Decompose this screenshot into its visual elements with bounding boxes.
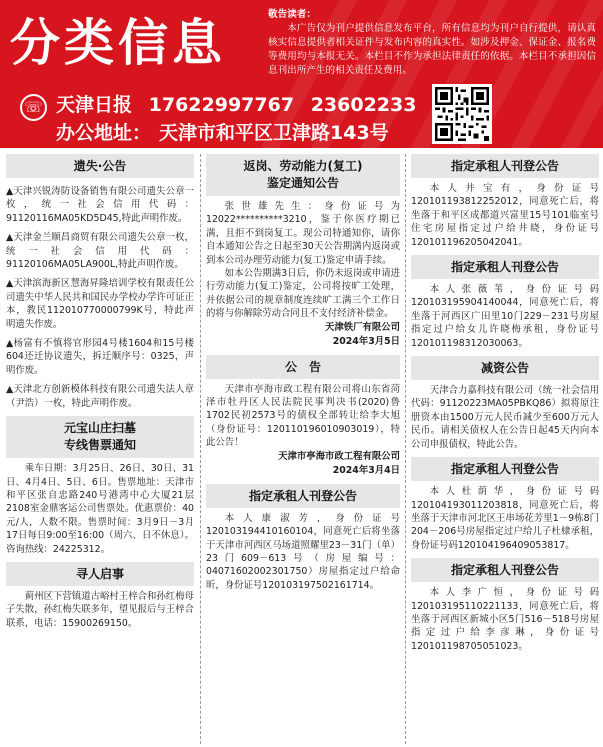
column-2 xyxy=(206,154,400,744)
reader-notice-body: 本广告仅为刊户提供信息发布平台，所有信息均为刊户自行提供，请认真核实信息提供者相关证件与发布内容的真实性。如涉及押金、保证金、报名费等费用均与本报无关。本栏目不作为承担法律责任的依据。本栏目不承担因信息刊出所产生的相关责任及费用。 xyxy=(268,23,596,76)
tenant-notice-title: 指定承租人刊登公告 xyxy=(411,154,599,178)
column-divider xyxy=(405,154,406,744)
column-3 xyxy=(411,154,599,744)
address-value: 天津市和平区卫津路143号 xyxy=(159,122,389,144)
return-to-work-title xyxy=(206,154,400,196)
cemetery-ticket-title-line-2: 专线售票通知 xyxy=(63,438,136,453)
tenant-notice-body: 本人李广恒，身份证号码120103195110221133，同意死亡后，将坐落于河西区新城小区5门516－518号房屋指定过户给李彦琳，身份证号120101198705051023。 xyxy=(411,587,599,652)
lost-notice-title: 遗失·公告 xyxy=(6,154,194,178)
tenant-notice-body: 本人张薇苇，身份证号码120103195904140044，同意死亡后，将坐落于河西区广田里10门229－231号房屋指定过户给女儿许晓梅承租，身份证号120101198312030063。 xyxy=(411,284,599,349)
missing-relatives-body: 蓟州区下营镇道古峪村王梓合和孙红梅母子失散，孙红梅失联多年，望见报后与王梓合联系，电话：15900269150。 xyxy=(6,590,194,629)
capital-reduction-body: 天津合力嘉科技有限公司（统一社会信用代码：91120223MA05PBKQ86）拟将原注册资本由1500万元人民币减少至600万元人民币。请相关债权人在公告日起45天内向本公司申报债权，特此公告。 xyxy=(411,385,599,450)
debt-transfer-title: 公 告 xyxy=(206,355,400,379)
cemetery-ticket-title-line-1: 元宝山庄扫墓 xyxy=(63,421,136,436)
lost-notice-item: ▲杨富有不慎将官形园4号楼1604和15号楼604还迁协议遗失，拆迁顺序号：0325，声明作废。 xyxy=(6,338,194,376)
cemetery-ticket-title xyxy=(6,416,194,458)
return-to-work-title-line-2: 鉴定通知公告 xyxy=(266,176,339,190)
tenant-notice-title: 指定承租人刊登公告 xyxy=(411,255,599,279)
lost-notice-list xyxy=(6,185,194,410)
contact-phones xyxy=(56,90,426,117)
tenant-notice-title: 指定承租人刊登公告 xyxy=(206,484,400,508)
debt-transfer-signoff-org: 天津市亭海市政工程有限公司 xyxy=(278,450,400,462)
page-title: 分类信息 xyxy=(10,14,226,72)
reader-notice xyxy=(268,8,596,78)
debt-transfer-signoff-date: 2024年3月4日 xyxy=(332,464,400,476)
tenant-notice-body: 本人康淑芳，身份证号120103194410160104，同意死亡后将坐落于天津市河西区马场道照耀里23－31门（单）23门609－613号（房屋编号：04071602002301750）房屋指定过户给命昕，身份证号120103197502161714。 xyxy=(206,512,400,591)
lost-notice-item: ▲天津兴锐涛防设备销售有限公司遗失公章一枚，统一社会信用代码：91120116MA05KD5D45,特此声明作废。 xyxy=(6,186,194,224)
missing-relatives-title: 寻人启事 xyxy=(6,562,194,586)
tenant-notice-body: 本人井宝有，身份证号120101193812252012，同意死亡后，将坐落于和平区成都道兴富里15号101临室号住宅房屋指定过户给井晓，身份证号120101196205042041。 xyxy=(411,183,599,248)
column-1 xyxy=(6,154,194,744)
lost-notice-item: ▲天津滨海新区慧海昇隆培训学校有限责任公司遗失中华人民共和国民办学校办学许可证正本，教民112010770000799K号，特此声明遗失作废。 xyxy=(6,278,194,330)
column-divider xyxy=(200,154,201,744)
cemetery-ticket-body: 乘车日期：3月25日、26日、30日、31日、4月4日、5日、6日。售票地址：天津市和平区张自忠路240号港湾中心大厦21层2108室金鼎客运公司售票处。优惠票价：40元/人，人数不限。售票时间：3月9日－3月17日每日9:00至16:00（周六、日不休息）。咨询热线：24225312。 xyxy=(6,463,194,555)
phone-icon: ☏ xyxy=(20,94,47,121)
contact-bar xyxy=(0,84,603,148)
contact-address xyxy=(56,118,397,145)
phone-number-2: 23602233 xyxy=(310,94,417,116)
phone-number-1: 17622997767 xyxy=(148,94,295,116)
qr-code-icon xyxy=(432,84,492,144)
debt-transfer-body: 天津市亭海市政工程有限公司将山东省菏泽市牡丹区人民法院民事判决书(2020)鲁1702民初2573号的债权全部转让给李大旭（身份证号：120110196010903019），特此公告！ xyxy=(206,383,400,449)
lost-notice-item: ▲天津金兰顺昌商贸有限公司遗失公章一枚，统一社会信用代码：91120106MA05LA900L,特此声明作废。 xyxy=(6,232,194,271)
paper-name: 天津日报 xyxy=(56,94,133,116)
return-to-work-signoff-date: 2024年3月5日 xyxy=(332,335,400,347)
return-to-work-para-2: 如本公告期满3日后，你仍未返岗或申请进行劳动能力(复工)鉴定，公司将按旷工处理，并依据公司的规章制度连续旷工满三个工作日的将与你解除劳动合同且不支付经济补偿金。 xyxy=(206,268,400,320)
address-label: 办公地址： xyxy=(56,122,152,144)
return-to-work-signoff-org: 天津铁厂有限公司 xyxy=(324,321,400,333)
return-to-work-para-1: 张世雄先生：身份证号为12022**********3210，鉴于你医疗期已满，且拒不到岗复工。现公司特通知你，请你自本通知公告之日起至30天公告期满内返岗或到本公司办理劳动能力(复工)鉴定申请手续。 xyxy=(206,201,400,266)
tenant-notice-title: 指定承租人刊登公告 xyxy=(411,457,599,481)
capital-reduction-title: 减资公告 xyxy=(411,356,599,380)
tenant-notice-title: 指定承租人刊登公告 xyxy=(411,558,599,582)
lost-notice-item: ▲天津北方创新模体科技有限公司遗失法人章（尹浩）一枚，特此声明作废。 xyxy=(6,384,194,409)
reader-notice-heading: 敬告读者： xyxy=(268,9,316,20)
header-banner xyxy=(0,0,603,148)
return-to-work-title-line-1: 返岗、劳动能力(复工) xyxy=(243,159,363,173)
tenant-notice-body: 本人杜荫华，身份证号码120104193011203818，同意死亡后，将坐落于天津市河北区王串场花芳里1－9栋8门204－206号房屋指定过户给儿子杜棣承租，身份证号码120104196409053817。 xyxy=(411,486,599,551)
